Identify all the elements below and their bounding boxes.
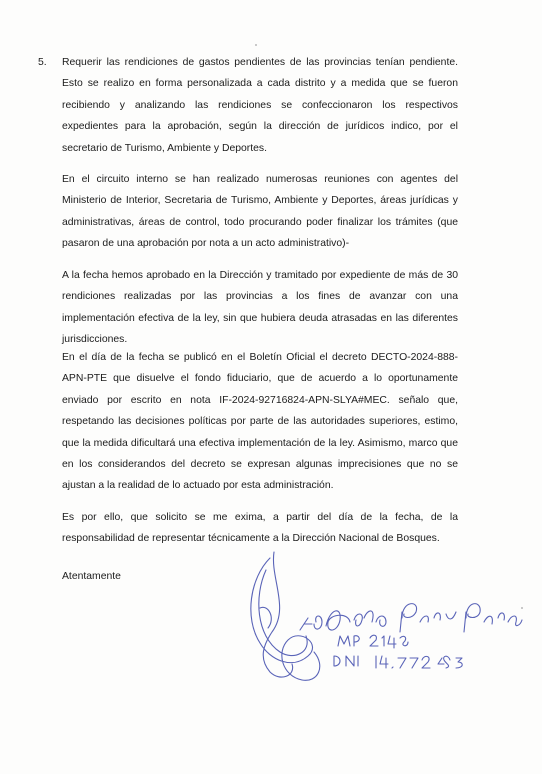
- item-number: 5.: [38, 57, 47, 68]
- paragraph-solicitud: Es por ello, que solicito se me exima, a partir del día de la fecha, de la responsabilidad de representar técnicamente a la Dirección Nacional de Bosques.: [62, 512, 458, 545]
- paragraph-decreto: En el día de la fecha se publicó en el Boletín Oficial el decreto DECTO-2024-888- APN-PTE que disuelve el fondo fiduciario, que de acuerdo a lo oportunamente enviado por escrito en nota IF-2024-92716824-APN-SLYA#MEC. señalo que, respetando las decisiones políticas por parte de las autoridades superiores, estimo, que la medida dificultará una efectiva implementación de la ley. Asimismo, marco que en los considerandos del decreto se expresan algunas imprecisiones que no se ajustan a la realidad de lo actuado por esta administración.: [62, 352, 458, 492]
- closing-text: Atentamente: [62, 571, 121, 582]
- paragraph-rendiciones: Requerir las rendiciones de gastos pendientes de las provincias tenían pendiente. Esto se realizo en forma personalizada a cada distrito y a medida que se fueron recibiendo y analizando las rendiciones se confeccionaron los respectivos expedientes para la aprobación, según la dirección de jurídicos indico, por el secretario de Turismo, Ambiente y Deportes.: [62, 57, 458, 154]
- paragraph-circuito-interno: En el circuito interno se han realizado numerosas reuniones con agentes del Ministerio de Interior, Secretaria de Turismo, Ambiente y Deportes, áreas jurídicas y administrativas, áreas de control, todo procurando poder finalizar los trámites (que pasaron de una aprobación por nota a un acto administrativo)-: [62, 174, 458, 250]
- paragraph-aprobaciones: A la fecha hemos aprobado en la Dirección y tramitado por expediente de más de 30 rendiciones realizadas por las provincias a los fines de avanzar con una implementación efectiva de la ley, sin que hubiera deuda atrasadas en las diferentes jurisdicciones.: [62, 270, 458, 346]
- scan-speck: [255, 44, 257, 46]
- handwritten-signature: [230, 548, 530, 698]
